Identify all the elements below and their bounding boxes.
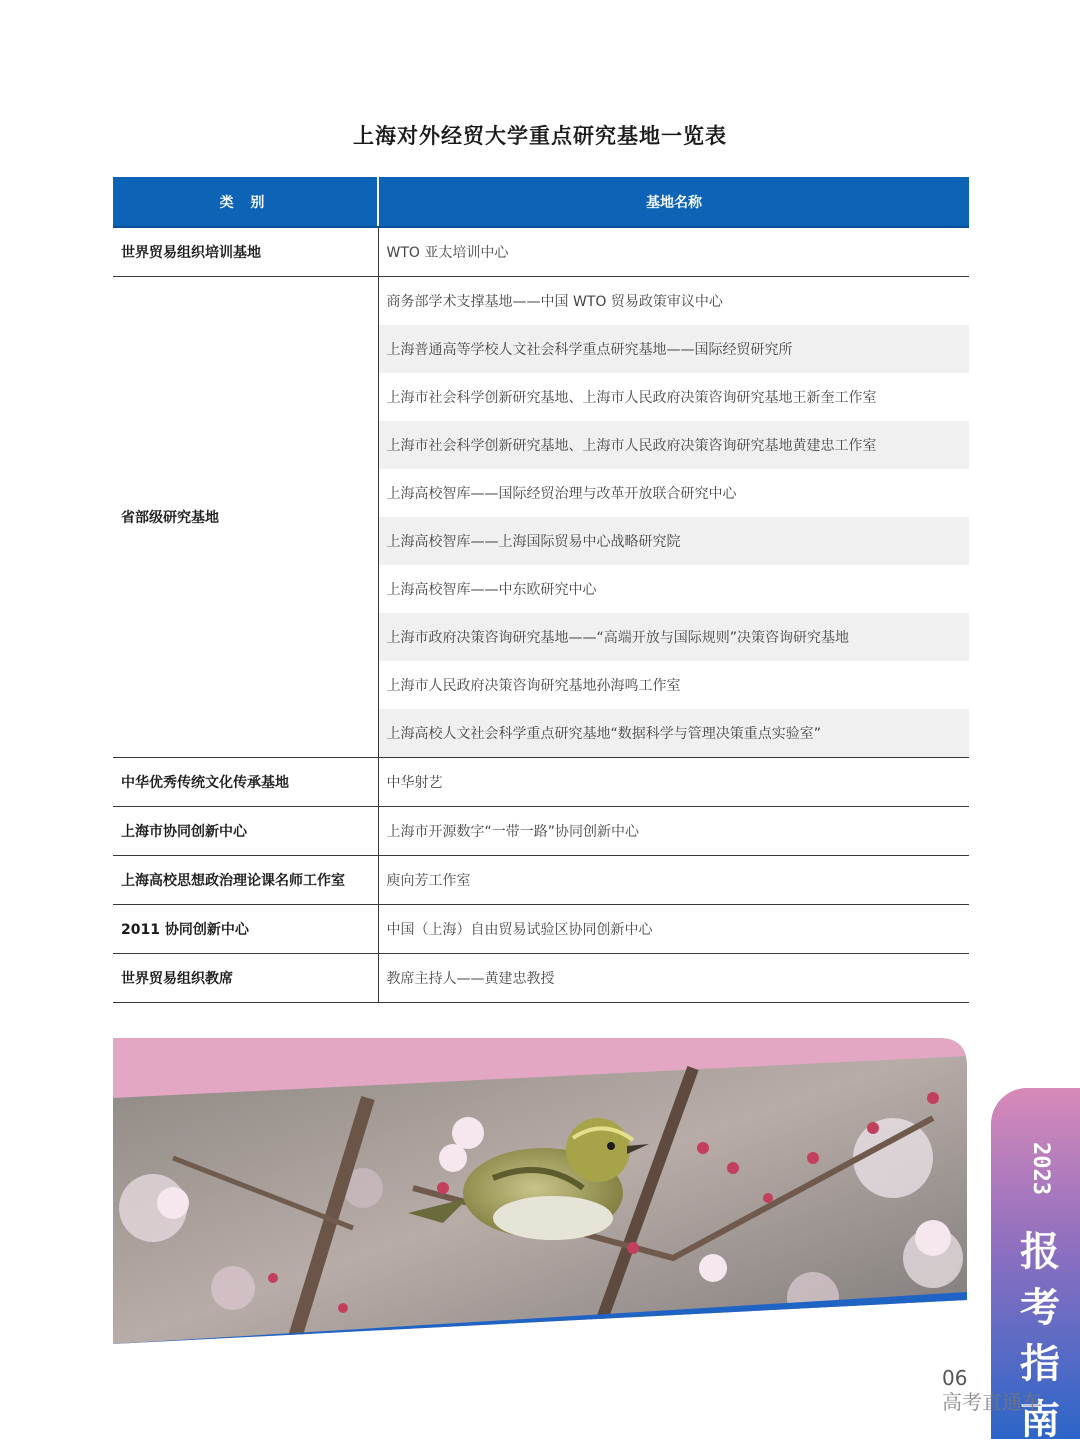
- base-name-cell: 中国（上海）自由贸易试验区协同创新中心: [378, 905, 969, 954]
- category-cell: 世界贸易组织教席: [113, 954, 378, 1003]
- bird-on-blossom-branch-illustration: [113, 1038, 967, 1344]
- watermark-text: 高考直通车: [942, 1390, 1042, 1414]
- sidebar-char: 南: [1020, 1396, 1060, 1443]
- base-name-cell: WTO 亚太培训中心: [378, 227, 969, 277]
- base-name-cell: 上海高校智库——国际经贸治理与改革开放联合研究中心: [386, 486, 737, 502]
- category-cell: 中华优秀传统文化传承基地: [113, 758, 378, 807]
- header-base-name: 基地名称: [378, 177, 969, 227]
- base-name-cell: 上海市开源数字“一带一路”协同创新中心: [378, 807, 969, 856]
- base-name-cell: 上海市人民政府决策咨询研究基地孙海鸣工作室: [386, 678, 681, 694]
- table-row: [113, 954, 969, 1003]
- base-name-cell: 上海高校人文社会科学重点研究基地“数据科学与管理决策重点实验室”: [378, 709, 969, 758]
- page-number: 06: [942, 1366, 968, 1390]
- category-cell: 上海市协同创新中心: [113, 807, 378, 856]
- base-name-cell: 上海普通高等学校人文社会科学重点研究基地——国际经贸研究所: [378, 325, 969, 373]
- base-name-cell: 上海市社会科学创新研究基地、上海市人民政府决策咨询研究基地王新奎工作室: [386, 390, 877, 406]
- header-category: 类 别: [113, 177, 378, 227]
- category-cell: 上海高校思想政治理论课名师工作室: [113, 856, 378, 905]
- table-row: [113, 856, 969, 905]
- base-name-cell: 商务部学术支撑基地——中国 WTO 贸易政策审议中心: [386, 294, 723, 310]
- table-row: [113, 277, 969, 326]
- table-row: [113, 905, 969, 954]
- sidebar-char: 报: [1020, 1228, 1060, 1275]
- category-cell: 世界贸易组织培训基地: [113, 227, 378, 277]
- sidebar-year: 2023: [1028, 1141, 1053, 1195]
- base-name-cell: 上海高校智库——上海国际贸易中心战略研究院: [378, 517, 969, 565]
- research-bases-table: [113, 177, 969, 1003]
- category-cell: 省部级研究基地: [113, 277, 378, 758]
- base-name-cell: 教席主持人——黄建忠教授: [378, 954, 969, 1003]
- table-row: [113, 807, 969, 856]
- base-name-cell: 上海高校智库——中东欧研究中心: [386, 582, 597, 598]
- table-row: [113, 758, 969, 807]
- base-name-cell: 上海市社会科学创新研究基地、上海市人民政府决策咨询研究基地黄建忠工作室: [378, 421, 969, 469]
- base-name-cell: 中华射艺: [378, 758, 969, 807]
- sidebar-char: 考: [1020, 1284, 1060, 1331]
- base-name-cell: 上海市政府决策咨询研究基地——“高端开放与国际规则”决策咨询研究基地: [378, 613, 969, 661]
- table-row: [113, 227, 969, 277]
- table-header-row: [113, 177, 969, 227]
- page-title: 上海对外经贸大学重点研究基地一览表: [353, 124, 727, 148]
- bird-photo: [113, 1038, 967, 1344]
- sidebar-char: 指: [1020, 1340, 1060, 1387]
- base-name-cell: 庾向芳工作室: [378, 856, 969, 905]
- category-cell: 2011 协同创新中心: [113, 905, 378, 954]
